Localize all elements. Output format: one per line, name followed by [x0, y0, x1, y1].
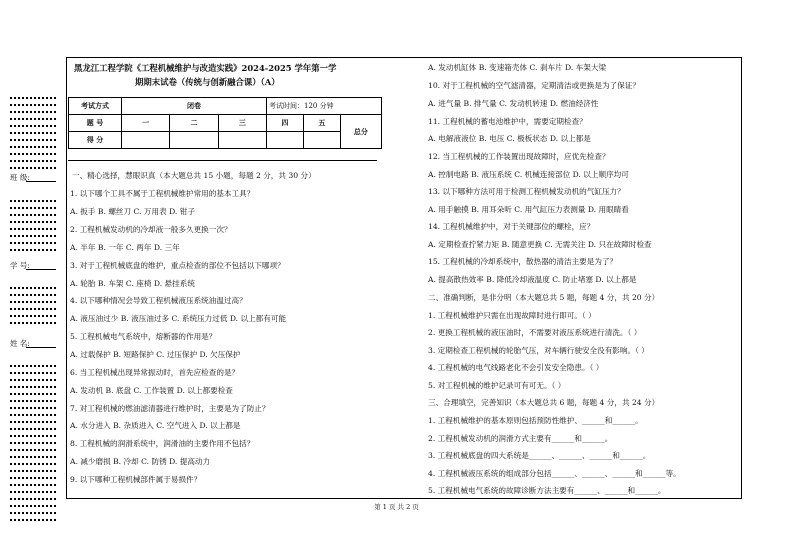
fill-blank-line: 1. 工程机械维护的基本原则包括预防性维护、______和______。	[428, 416, 643, 425]
judgement-line: 1. 工程机械维护只需在出现故障时进行即可。（ ）	[428, 311, 596, 320]
dot-line	[10, 97, 56, 100]
option-line: A. 用手触摸 B. 用耳朵听 C. 用气缸压力表测量 D. 用眼睛看	[428, 205, 629, 214]
dot-line	[10, 477, 56, 480]
score-cell[interactable]	[170, 132, 218, 149]
option-line: A. 电解液液位 B. 电压 C. 极板状态 D. 以上都是	[428, 134, 591, 143]
exam-title-line2: 期期末试卷（传统与创新融合课）（A）	[135, 77, 280, 87]
fill-blank-line: 3. 工程机械底盘的四大系统是______、______、______和______。	[428, 451, 651, 460]
dot-line	[10, 491, 56, 494]
option-line: A. 过载保护 B. 短路保护 C. 过压保护 D. 欠压保护	[70, 350, 241, 359]
question-line: 11. 工程机械的蓄电池维护中，需要定期检查？	[428, 117, 587, 126]
score-table	[68, 97, 382, 149]
class-label: 班 级:	[10, 173, 30, 182]
exam-title-line1: 黑龙江工程学院《工程机械维护与改造实践》2024-2025 学年第一学	[74, 63, 337, 73]
dot-line	[10, 132, 56, 135]
dot-line	[10, 308, 56, 311]
dot-line	[10, 287, 56, 290]
name-label: 姓 名:	[10, 339, 30, 348]
option-line: A. 水分进入 B. 杂质进入 C. 空气进入 D. 以上都是	[70, 421, 241, 430]
option-line: A. 扳手 B. 螺丝刀 C. 万用表 D. 钳子	[70, 207, 195, 216]
judgement-line: 5. 对工程机械的维护记录可有可无。（ ）	[428, 381, 566, 390]
question-line: 2. 工程机械发动机的冷却液一般多久更换一次？	[70, 225, 232, 234]
dot-line	[10, 111, 56, 114]
option-line: A. 控制电路 B. 液压系统 C. 机械连接部位 D. 以上顺序均可	[428, 170, 629, 179]
judgement-line: 4. 工程机械的电气线路老化不会引发安全隐患。（ ）	[428, 363, 604, 372]
dot-line	[10, 200, 56, 203]
question-line: 8. 工程机械的润滑系统中，润滑油的主要作用不包括？	[70, 439, 255, 448]
option-line: A. 液压油过少 B. 液压油过多 C. 系统压力过低 D. 以上都有可能	[70, 314, 287, 323]
dot-line	[10, 160, 56, 163]
question-line: 5. 工程机械电气系统中，熔断器的作用是？	[70, 332, 217, 341]
dot-line	[10, 435, 56, 438]
q-col-4: 四	[267, 115, 304, 132]
exam-mode-value: 闭卷	[122, 98, 267, 115]
section-divider	[68, 160, 377, 161]
dot-line	[10, 463, 56, 466]
dot-line	[10, 442, 56, 445]
section-2-heading: 二、准确判断，是非分明（本大题总共 5 题，每题 4 分，共 20 分）	[428, 293, 660, 302]
q-col-5: 五	[303, 115, 340, 132]
dot-line	[10, 407, 56, 410]
dot-line	[10, 421, 56, 424]
dot-line	[10, 400, 56, 403]
score-cell[interactable]	[122, 132, 170, 149]
dot-line	[10, 118, 56, 121]
id-label: 学 号:	[10, 261, 30, 270]
option-line: A. 轮胎 B. 车架 C. 座椅 D. 悬挂系统	[70, 279, 195, 288]
dot-line	[10, 428, 56, 431]
question-line: 10. 对于工程机械的空气滤清器，定期清洁或更换是为了保证？	[428, 81, 640, 90]
option-line: A. 提高散热效率 B. 降低冷却液温度 C. 防止堵塞 D. 以上都是	[428, 275, 637, 284]
dot-line	[10, 379, 56, 382]
question-line: 12. 当工程机械的工作装置出现故障时，应优先检查？	[428, 152, 610, 161]
total-label: 总分	[340, 115, 381, 149]
fill-blank-line: 4. 工程机械液压系统的组成部分包括______、______、______和______等。	[428, 469, 681, 478]
dot-line	[10, 228, 56, 231]
section-3-heading: 三、合理填空，完善知识（本大题总共 6 题，每题 4 分，共 24 分）	[428, 398, 660, 407]
dot-line	[10, 153, 56, 156]
dot-line	[10, 456, 56, 459]
dot-line	[10, 104, 56, 107]
dot-line	[10, 301, 56, 304]
dot-line	[10, 221, 56, 224]
fill-blank-line: 2. 工程机械发动机的润滑方式主要有______和______。	[428, 434, 613, 443]
id-underline	[26, 269, 56, 270]
score-cell[interactable]	[267, 132, 304, 149]
dot-line	[10, 139, 56, 142]
question-line: 13. 以下哪种方法可用于检测工程机械发动机的气缸压力？	[428, 187, 625, 196]
dot-line	[10, 242, 56, 245]
score-cell[interactable]	[218, 132, 266, 149]
option-line: A. 发动机 B. 底盘 C. 工作装置 D. 以上都要检查	[70, 386, 233, 395]
option-line: A. 发动机缸体 B. 变速箱壳体 C. 刹车片 D. 车架大梁	[428, 63, 607, 72]
dot-line	[10, 470, 56, 473]
dot-line	[10, 125, 56, 128]
question-line: 7. 对工程机械的燃油滤清器进行维护时，主要是为了防止？	[70, 404, 270, 413]
dot-line	[10, 393, 56, 396]
score-label: 得 分	[69, 132, 122, 149]
question-line: 6. 当工程机械出现异常振动时，首先应检查的是？	[70, 368, 240, 377]
dot-line	[10, 484, 56, 487]
fill-blank-line: 5. 工程机械电气系统的故障诊断方法主要有______、______和______。	[428, 486, 666, 495]
dot-line	[10, 322, 56, 325]
dot-line	[10, 214, 56, 217]
option-line: A. 定期检查拧紧力矩 B. 随意更换 C. 无需关注 D. 只在故障时检查	[428, 240, 652, 249]
dot-line	[10, 235, 56, 238]
dot-line	[10, 512, 56, 515]
question-line: 4. 以下哪种情况会导致工程机械液压系统油温过高？	[70, 296, 247, 305]
question-line: 3. 对于工程机械底盘的维护，重点检查的部位不包括以下哪项？	[70, 261, 285, 270]
q-col-2: 二	[170, 115, 218, 132]
question-line: 14. 工程机械维护中，对于关键部位的螺栓，应？	[428, 222, 595, 231]
question-line: 9. 以下哪种工程机械部件属于易损件？	[70, 475, 202, 484]
q-col-1: 一	[122, 115, 170, 132]
dot-line	[10, 365, 56, 368]
judgement-line: 2. 更换工程机械的液压油时，不需要对液压系统进行清洗。（ ）	[428, 328, 642, 337]
dot-line	[10, 167, 56, 170]
dot-line	[10, 146, 56, 149]
dot-line	[10, 315, 56, 318]
dot-line	[10, 372, 56, 375]
judgement-line: 3. 定期检查工程机械的轮胎气压，对车辆行驶安全没有影响。（ ）	[428, 346, 649, 355]
exam-time: 考试时间：120 分钟	[267, 98, 382, 115]
class-underline	[26, 181, 56, 182]
question-line: 15. 工程机械的冷却系统中，散热器的清洁主要是为了？	[428, 257, 618, 266]
q-col-3: 三	[218, 115, 266, 132]
dot-line	[10, 449, 56, 452]
dot-line	[10, 498, 56, 501]
dot-line	[10, 414, 56, 417]
dot-line	[10, 207, 56, 210]
option-line: A. 进气量 B. 排气量 C. 发动机转速 D. 燃油经济性	[428, 99, 599, 108]
section-1-heading: 一、精心选择，慧眼识真（本大题总共 15 小题，每题 2 分，共 30 分）	[72, 171, 316, 180]
dot-line	[10, 294, 56, 297]
exam-mode-label: 考试方式	[69, 98, 122, 115]
score-cell[interactable]	[303, 132, 340, 149]
page-number: 第 1 页 共 2 页	[374, 503, 419, 511]
question-line: 1. 以下哪个工具不属于工程机械维护常用的基本工具？	[70, 189, 255, 198]
question-number-label: 题 号	[69, 115, 122, 132]
name-underline	[26, 347, 56, 348]
dot-line	[10, 249, 56, 252]
option-line: A. 半年 B. 一年 C. 两年 D. 三年	[70, 243, 180, 252]
dot-line	[10, 386, 56, 389]
option-line: A. 减少磨损 B. 冷却 C. 防锈 D. 提高动力	[70, 457, 211, 466]
dot-line	[10, 519, 56, 522]
